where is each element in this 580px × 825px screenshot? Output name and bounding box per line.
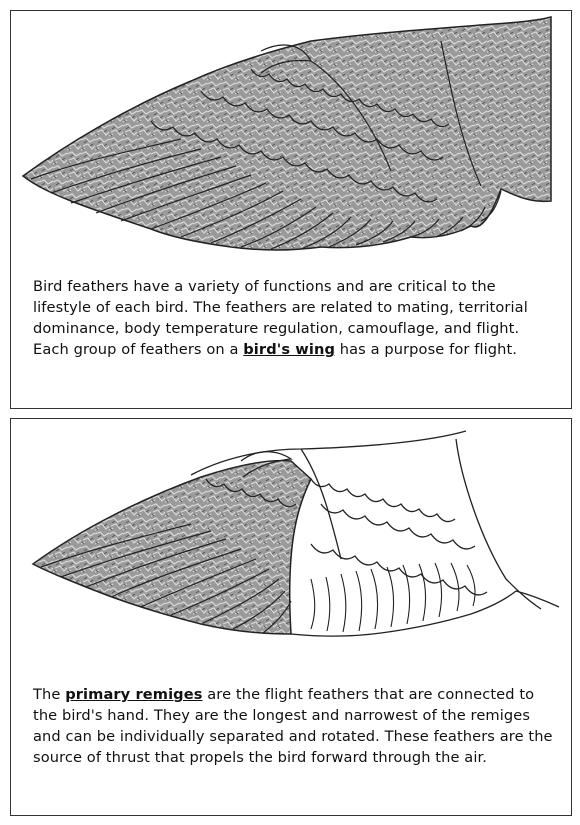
primary-remiges-card	[10, 418, 572, 816]
intro-paragraph	[33, 276, 553, 360]
birds-wing-link[interactable]: bird's wing	[243, 341, 336, 358]
primary-remiges-link[interactable]: primary remiges	[65, 686, 203, 703]
primary-remiges-paragraph	[33, 684, 553, 768]
intro-text-end: has a purpose for flight.	[335, 341, 518, 358]
remiges-text-end: are the flight feathers that are connected to the bird's hand. They are the longest and narrowest of the remiges and can be individually separated and rotated. These feathers are the source of thrust that propels the bird forward through the air.	[33, 686, 553, 766]
wing-overview-card	[10, 10, 572, 409]
remiges-text-start: The	[33, 686, 66, 703]
intro-text-start: Bird feathers have a variety of functions and are critical to the lifestyle of each bird. The feathers are related to mating, territorial dominance, body temperature regulation, camouflage, and flight. Each group of feathers on a	[33, 278, 528, 358]
primary-remiges-illustration	[11, 419, 572, 664]
shaded-wing-illustration	[11, 11, 572, 256]
